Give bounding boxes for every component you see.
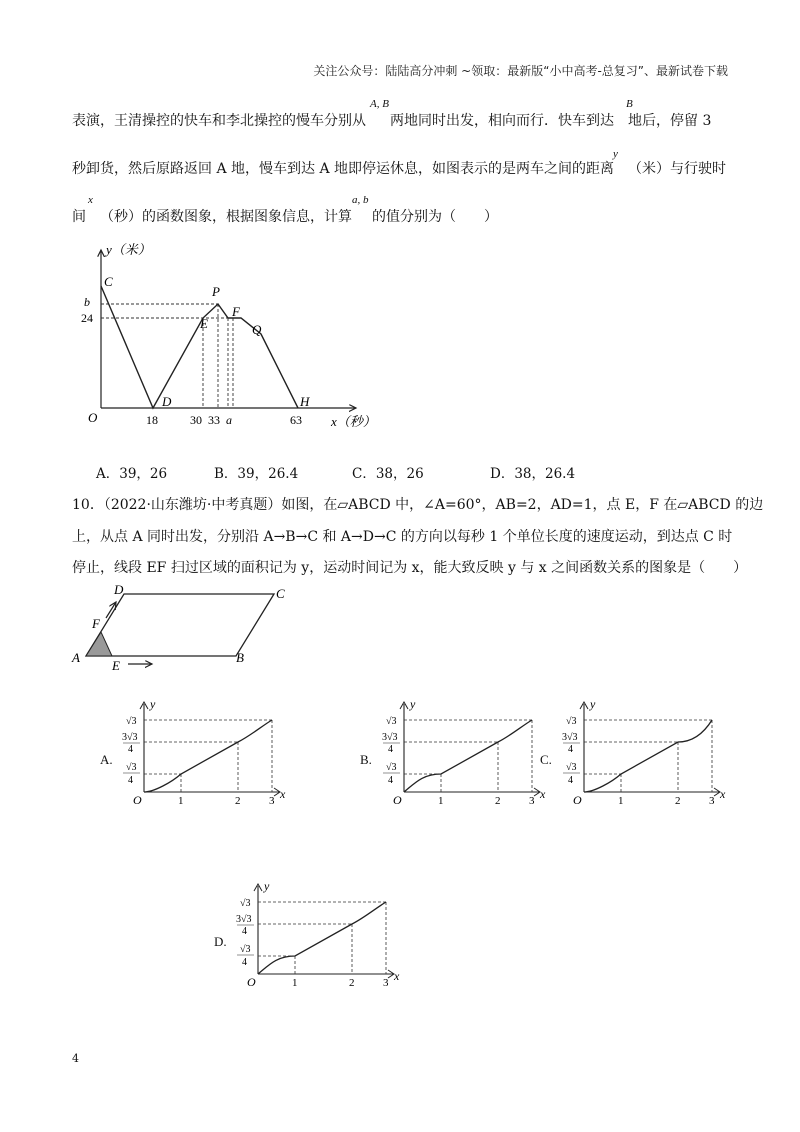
- vertex-a-label: A: [72, 650, 80, 665]
- point-q-label: Q: [252, 322, 262, 337]
- option-label[interactable]: A.: [100, 752, 113, 767]
- sup-b: B: [626, 98, 633, 110]
- x-tick: 1: [618, 795, 624, 807]
- origin-label: O: [393, 793, 402, 807]
- y-tick: √3: [126, 762, 137, 773]
- y-tick-b: b: [84, 295, 90, 309]
- q9-line-2: [72, 158, 726, 178]
- x-tick: 1: [292, 977, 298, 989]
- point-p-label: P: [212, 284, 220, 299]
- y-tick: 3√3: [562, 732, 578, 743]
- x-axis-label: x: [720, 787, 726, 801]
- y-tick: 4: [242, 926, 247, 937]
- point-d-label: D: [162, 394, 172, 409]
- x-axis-label: x: [280, 787, 286, 801]
- y-tick: √3: [240, 944, 251, 955]
- guide-lines: [101, 304, 241, 408]
- sup-ab: A, B: [370, 98, 389, 110]
- q9-line-1: [72, 110, 711, 130]
- q10-line-3: 停止，线段 EF 扫过区域的面积记为 y，运动时间记为 x，能大致反映 y 与 x 之间函数关系的图象是（ ）: [72, 560, 748, 576]
- q9-text: 间: [72, 209, 86, 225]
- y-tick: √3: [386, 762, 397, 773]
- choice-a[interactable]: A．39，26: [96, 466, 168, 482]
- origin-label: O: [573, 793, 582, 807]
- page-header: 关注公众号：陆陆高分冲刺 ~领取：最新版“小中高考-总复习”、最新试卷下载: [313, 64, 728, 78]
- y-tick: 4: [242, 957, 247, 968]
- y-axis-label: y: [150, 697, 156, 711]
- q10-line-1: 10．（2022·山东潍坊·中考真题）如图，在▱ABCD 中，∠A=60°，AB=2，AD=1，点 E，F 在▱ABCD 的边: [72, 497, 764, 513]
- q9-line-3: [72, 206, 498, 226]
- distance-curve: [101, 286, 298, 408]
- y-tick: √3: [566, 716, 577, 727]
- option-graph[interactable]: [374, 698, 544, 810]
- shaded-triangle: [86, 632, 112, 656]
- origin-label: O: [247, 975, 256, 989]
- y-tick: 4: [388, 775, 393, 786]
- y-tick: 4: [388, 744, 393, 755]
- option-label[interactable]: C.: [540, 752, 552, 767]
- q10-line-2: 上，从点 A 同时出发，分别沿 A→B→C 和 A→D→C 的方向以每秒 1 个单位长度的速度运动，到达点 C 时: [72, 529, 733, 545]
- x-tick-a: a: [226, 413, 232, 427]
- y-tick: 4: [568, 744, 573, 755]
- x-tick-33: 33: [208, 413, 220, 427]
- y-tick: 4: [568, 775, 573, 786]
- parallelogram-figure: [66, 580, 306, 680]
- y-axis-label: y: [264, 879, 270, 893]
- y-tick: √3: [126, 716, 137, 727]
- x-tick: 3: [529, 795, 535, 807]
- y-tick: 3√3: [382, 732, 398, 743]
- x-tick: 3: [269, 795, 275, 807]
- option-label[interactable]: D.: [214, 934, 227, 949]
- choice-b[interactable]: B．39，26.4: [214, 466, 299, 482]
- x-tick-18: 18: [146, 413, 158, 427]
- x-axis-label: x: [394, 969, 400, 983]
- q9-text: 地后，停留 3: [628, 113, 712, 129]
- q9-distance-time-graph: [76, 238, 376, 438]
- x-tick: 2: [349, 977, 355, 989]
- y-tick: 4: [128, 744, 133, 755]
- y-tick-24: 24: [81, 311, 93, 325]
- x-tick: 2: [675, 795, 681, 807]
- sup-y: y: [613, 148, 618, 160]
- point-f-label: F: [232, 304, 240, 319]
- x-tick: 2: [495, 795, 501, 807]
- point-c-label: C: [104, 274, 113, 289]
- choice-d[interactable]: D．38，26.4: [490, 466, 576, 482]
- origin-label: O: [88, 410, 98, 425]
- point-h-label: H: [300, 394, 310, 409]
- choice-c[interactable]: C．38，26: [352, 466, 424, 482]
- function-curve: [584, 720, 712, 792]
- option-label[interactable]: B.: [360, 752, 372, 767]
- sup-ab2: a, b: [352, 194, 369, 206]
- x-tick: 1: [438, 795, 444, 807]
- q9-text: 两地同时出发，相向而行．快车到达: [390, 113, 614, 129]
- option-graph[interactable]: [554, 698, 724, 810]
- y-axis-label: y（米）: [106, 242, 151, 257]
- q9-text: （秒）的函数图象，根据图象信息，计算: [100, 209, 352, 225]
- y-tick: √3: [240, 898, 251, 909]
- function-curve: [258, 902, 386, 974]
- y-tick: √3: [566, 762, 577, 773]
- point-e-label: E: [112, 658, 120, 673]
- parallelogram-abcd: [86, 594, 274, 656]
- function-curve: [404, 720, 532, 792]
- sup-x: x: [88, 194, 93, 206]
- option-graph[interactable]: [114, 698, 284, 810]
- x-tick-30: 30: [190, 413, 202, 427]
- option-graph[interactable]: [228, 880, 398, 992]
- y-axis-label: y: [410, 697, 416, 711]
- x-axis-label: x（秒）: [331, 414, 376, 429]
- page-number: 4: [72, 1052, 79, 1065]
- x-tick: 3: [383, 977, 389, 989]
- y-tick: 3√3: [122, 732, 138, 743]
- q9-text: （米）与行驶时: [628, 161, 727, 177]
- q9-text: 秒卸货，然后原路返回 A 地，慢车到达 A 地即停运休息，如图表示的是两车之间的距离: [72, 161, 615, 177]
- point-e-label: E: [200, 316, 208, 331]
- q9-text: 表演，王清操控的快车和李北操控的慢车分别从: [72, 113, 366, 129]
- x-tick-63: 63: [290, 413, 302, 427]
- x-tick: 2: [235, 795, 241, 807]
- y-axis-label: y: [590, 697, 596, 711]
- x-tick: 3: [709, 795, 715, 807]
- x-tick: 1: [178, 795, 184, 807]
- vertex-b-label: B: [236, 650, 244, 665]
- vertex-d-label: D: [114, 582, 124, 597]
- y-tick: 4: [128, 775, 133, 786]
- y-tick: √3: [386, 716, 397, 727]
- y-tick: 3√3: [236, 914, 252, 925]
- function-curve: [144, 720, 272, 792]
- vertex-c-label: C: [276, 586, 285, 601]
- x-axis-label: x: [540, 787, 546, 801]
- point-f-label: F: [92, 616, 100, 631]
- origin-label: O: [133, 793, 142, 807]
- q9-text: 的值分别为（ ）: [372, 209, 498, 225]
